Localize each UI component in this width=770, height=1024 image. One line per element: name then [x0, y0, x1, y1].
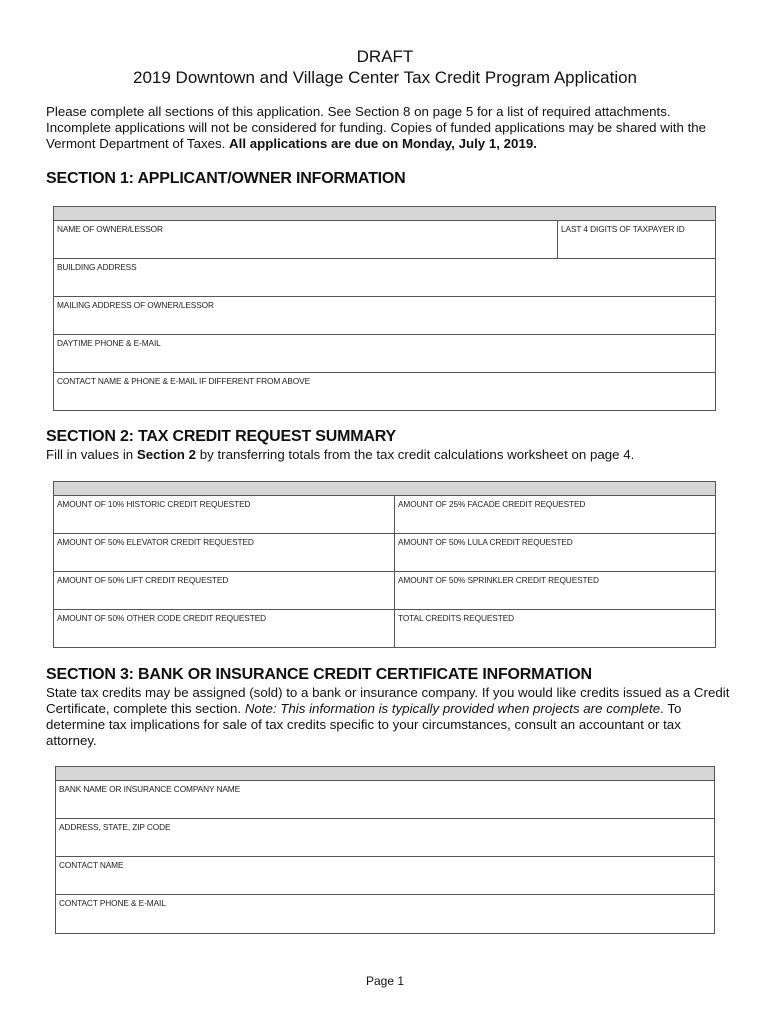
- section-1-form: [53, 206, 716, 411]
- sprinkler-credit-label: AMOUNT OF 50% SPRINKLER CREDIT REQUESTED: [398, 575, 599, 585]
- draft-label: DRAFT: [356, 47, 414, 66]
- taxpayer-id-label: LAST 4 DIGITS OF TAXPAYER ID: [561, 224, 685, 234]
- section-3-line-1: State tax credits may be assigned (sold) to a bank or insurance company. If you would like credits issued as a Credit: [46, 685, 730, 700]
- bank-name-label: BANK NAME OR INSURANCE COMPANY NAME: [59, 784, 241, 794]
- document-title: 2019 Downtown and Village Center Tax Credit Program Application: [133, 68, 637, 87]
- contact-field[interactable]: [54, 373, 715, 410]
- section-1-heading: SECTION 1: APPLICANT/OWNER INFORMATION: [46, 170, 406, 187]
- form-header-bar: [54, 482, 715, 496]
- contact-label: CONTACT NAME & PHONE & E-MAIL IF DIFFERENT FROM ABOVE: [57, 376, 311, 386]
- credit-row-3: [54, 572, 715, 610]
- owner-name-label: NAME OF OWNER/LESSOR: [57, 224, 163, 234]
- form-header-bar: [54, 207, 715, 221]
- bank-address-field[interactable]: [56, 819, 714, 857]
- building-address-label: BUILDING ADDRESS: [57, 262, 137, 272]
- section-2-instructions: [46, 447, 736, 463]
- total-credits-label: TOTAL CREDITS REQUESTED: [398, 613, 515, 623]
- due-date-notice: All applications are due on Monday, July 1, 2019.: [229, 136, 537, 151]
- owner-name-field[interactable]: [54, 221, 557, 258]
- total-credits-field[interactable]: [394, 610, 715, 647]
- lula-credit-label: AMOUNT OF 50% LULA CREDIT REQUESTED: [398, 537, 573, 547]
- other-code-credit-label: AMOUNT OF 50% OTHER CODE CREDIT REQUESTED: [57, 613, 267, 623]
- facade-credit-label: AMOUNT OF 25% FACADE CREDIT REQUESTED: [398, 499, 586, 509]
- bank-contact-name-field[interactable]: [56, 857, 714, 895]
- bank-contact-name-label: CONTACT NAME: [59, 860, 124, 870]
- section-3-note: Note: This information is typically provided when projects are complete: [244, 701, 661, 716]
- intro-line-3: [46, 136, 736, 152]
- historic-credit-label: AMOUNT OF 10% HISTORIC CREDIT REQUESTED: [57, 499, 251, 509]
- section-3-line-3: determine tax implications for sale of tax credits specific to your circumstances, consult an accountant or tax: [46, 717, 681, 732]
- facade-credit-field[interactable]: [394, 496, 715, 533]
- section-3-form: [55, 766, 715, 934]
- section-3-paragraph: [46, 685, 736, 749]
- section-3-heading: SECTION 3: BANK OR INSURANCE CREDIT CERTIFICATE INFORMATION: [46, 666, 592, 683]
- section-3-line-2-post: . To: [660, 701, 682, 716]
- taxpayer-id-field[interactable]: [557, 221, 715, 258]
- owner-row: [54, 221, 715, 259]
- intro-line-2: Incomplete applications will not be considered for funding. Copies of funded applications may be shared with the: [46, 120, 707, 135]
- lula-credit-field[interactable]: [394, 534, 715, 571]
- section-2-instr-post: by transferring totals from the tax credit calculations worksheet on page 4.: [196, 447, 635, 462]
- phone-email-label: DAYTIME PHONE & E-MAIL: [57, 338, 161, 348]
- building-address-field[interactable]: [54, 259, 715, 297]
- phone-email-field[interactable]: [54, 335, 715, 373]
- section-3-line-2-pre: Certificate, complete this section.: [46, 701, 245, 716]
- form-header-bar: [56, 767, 714, 781]
- other-code-credit-field[interactable]: [54, 610, 394, 647]
- credit-row-2: [54, 534, 715, 572]
- elevator-credit-field[interactable]: [54, 534, 394, 571]
- bank-contact-phone-label: CONTACT PHONE & E-MAIL: [59, 898, 166, 908]
- credit-row-4: [54, 610, 715, 647]
- sprinkler-credit-field[interactable]: [394, 572, 715, 609]
- historic-credit-field[interactable]: [54, 496, 394, 533]
- lift-credit-label: AMOUNT OF 50% LIFT CREDIT REQUESTED: [57, 575, 229, 585]
- bank-address-label: ADDRESS, STATE, ZIP CODE: [59, 822, 171, 832]
- intro-line-3-text: Vermont Department of Taxes.: [46, 136, 230, 151]
- elevator-credit-label: AMOUNT OF 50% ELEVATOR CREDIT REQUESTED: [57, 537, 254, 547]
- bank-name-field[interactable]: [56, 781, 714, 819]
- section-2-instr-bold: Section 2: [136, 447, 197, 462]
- intro-line-1: Please complete all sections of this application. See Section 8 on page 5 for a list of required attachments.: [46, 104, 671, 119]
- bank-contact-phone-field[interactable]: [56, 895, 714, 933]
- mailing-address-field[interactable]: [54, 297, 715, 335]
- section-2-instr-pre: Fill in values in: [46, 447, 137, 462]
- lift-credit-field[interactable]: [54, 572, 394, 609]
- section-2-form: [53, 481, 716, 648]
- section-3-line-2: [46, 701, 736, 717]
- mailing-address-label: MAILING ADDRESS OF OWNER/LESSOR: [57, 300, 214, 310]
- section-2-heading: SECTION 2: TAX CREDIT REQUEST SUMMARY: [46, 428, 396, 445]
- credit-row-1: [54, 496, 715, 534]
- page-number: Page 1: [365, 974, 405, 988]
- section-3-line-4: attorney.: [46, 733, 97, 748]
- intro-paragraph: [46, 104, 736, 152]
